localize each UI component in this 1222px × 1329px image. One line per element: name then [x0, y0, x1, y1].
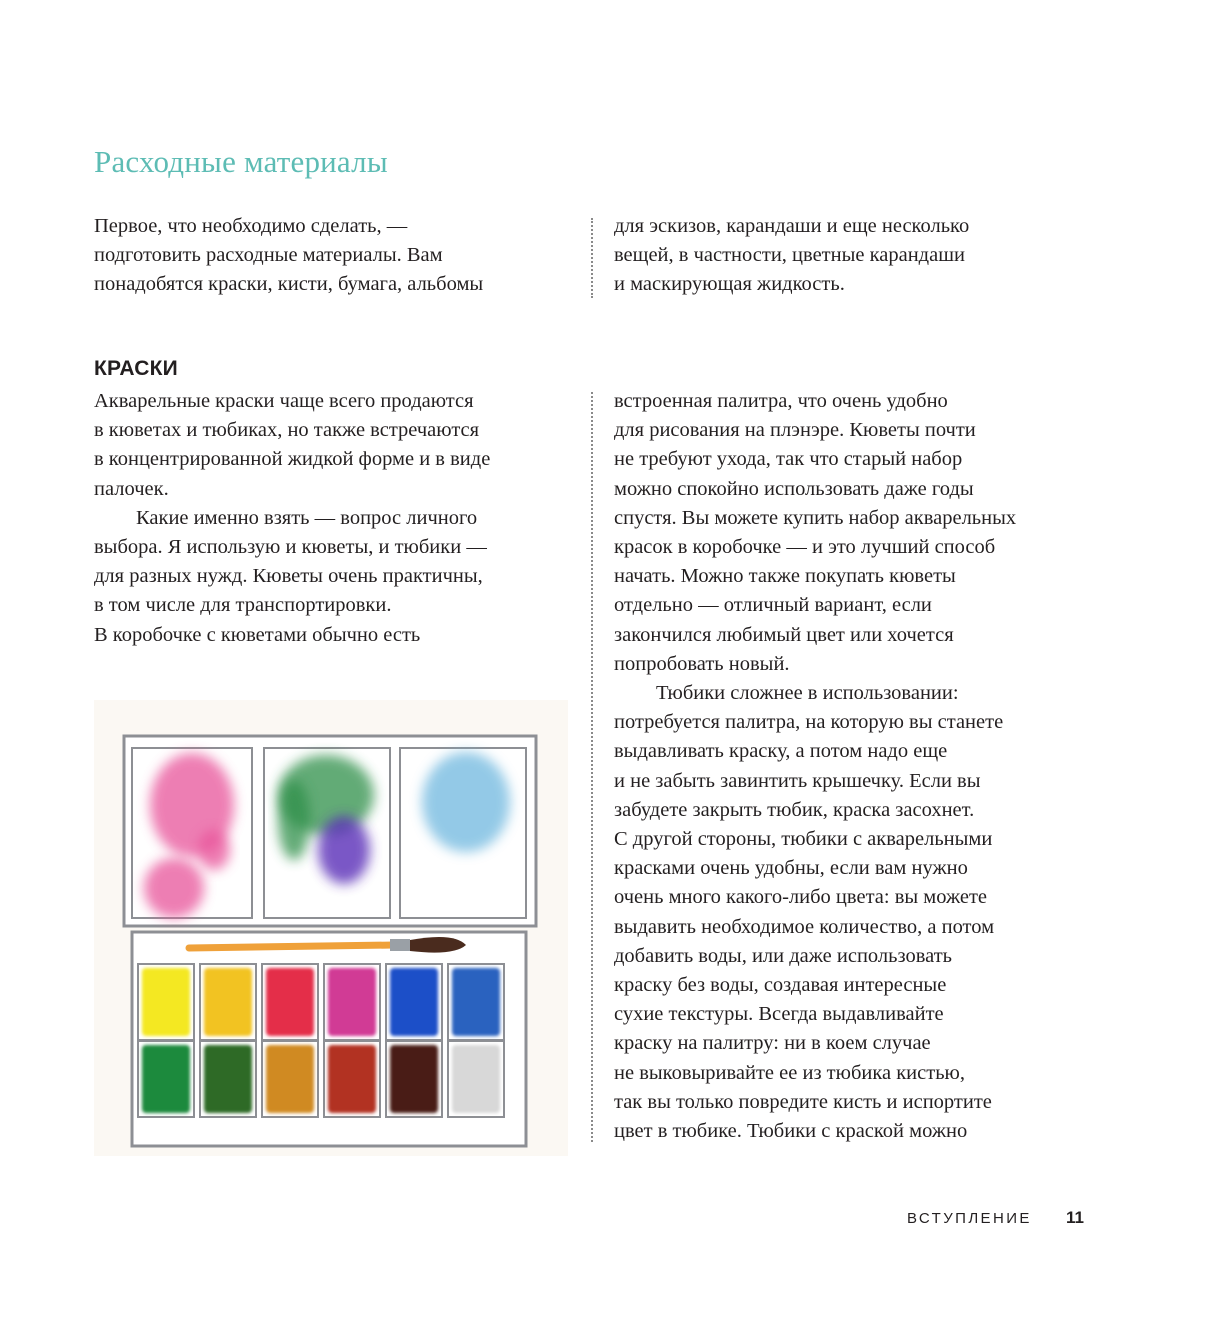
text-line: понадобятся краски, кисти, бумага, альбомы — [94, 273, 484, 296]
brush-handle — [189, 945, 394, 948]
section-heading: КРАСКИ — [94, 357, 178, 380]
text-line: красок в коробочке — и это лучший способ — [614, 536, 996, 559]
text-line: в концентрированной жидкой форме и в виде — [94, 448, 491, 471]
text-line: добавить воды, или даже использовать — [614, 944, 952, 967]
text-line: отдельно — отличный вариант, если — [614, 594, 932, 617]
text-line: Первое, что необходимо сделать, — — [94, 215, 408, 237]
text-line: и не забыть завинтить крышечку. Если вы — [614, 769, 981, 792]
text-line: не требуют ухода, так что старый набор — [614, 448, 963, 471]
text-line: С другой стороны, тюбики с акварельными — [614, 828, 993, 851]
text-line: встроенная палитра, что очень удобно — [614, 390, 948, 412]
text-line: начать. Можно также покупать кюветы — [614, 565, 956, 588]
section-right-column — [614, 387, 1016, 1146]
intro-left-column — [94, 212, 483, 300]
text-line: сухие текстуры. Всегда выдавливайте — [614, 1003, 944, 1026]
paint-pan — [204, 968, 252, 1036]
footer-chapter-label: ВСТУПЛЕНИЕ — [907, 1210, 1032, 1227]
text-line: так вы только повредите кисть и испортите — [614, 1090, 992, 1113]
column-divider — [591, 218, 593, 298]
text-line: вещей, в частности, цветные карандаши — [614, 244, 965, 267]
paint-pan — [142, 968, 190, 1036]
column-divider — [591, 392, 593, 1142]
paint-wash-1 — [144, 858, 204, 918]
text-line: цвет в тюбике. Тюбики с краской можно — [614, 1120, 968, 1143]
text-line: потребуется палитра, на которую вы станете — [614, 711, 1004, 734]
text-line: для эскизов, карандаши и еще несколько — [614, 215, 970, 237]
page-number: 11 — [1066, 1208, 1084, 1227]
text-line: закончился любимый цвет или хочется — [614, 623, 954, 646]
paint-pan — [328, 968, 376, 1036]
paint-wash-3 — [422, 752, 510, 852]
text-line: для рисования на плэнэре. Кюветы почти — [614, 419, 976, 442]
page-title: Расходные материалы — [94, 144, 388, 179]
text-line: подготовить расходные материалы. Вам — [94, 244, 443, 267]
intro-right-column — [614, 212, 969, 300]
text-line: Акварельные краски чаще всего продаются — [94, 390, 474, 412]
text-line: в кюветах и тюбиках, но также встречаются — [94, 419, 480, 442]
text-line: забудете закрыть тюбик, краска засохнет. — [614, 798, 975, 821]
text-line: выдавить необходимое количество, а потом — [614, 915, 995, 938]
text-line: Тюбики сложнее в использовании: — [656, 682, 959, 705]
paint-pan — [390, 1045, 438, 1113]
paint-pan — [328, 1045, 376, 1113]
paint-pan — [266, 1045, 314, 1113]
text-line: очень много какого-либо цвета: вы можете — [614, 886, 988, 909]
paint-pan — [204, 1045, 252, 1113]
text-line: красками очень удобны, если вам нужно — [614, 857, 968, 880]
text-line: Какие именно взять — вопрос личного — [136, 506, 478, 529]
paint-box-illustration — [94, 700, 568, 1156]
text-line: палочек. — [94, 477, 169, 500]
paint-wash-violet — [318, 816, 370, 884]
text-line: краску без воды, создавая интересные — [614, 974, 947, 997]
brush-ferrule — [390, 939, 410, 951]
text-line: можно спокойно использовать даже годы — [614, 477, 974, 500]
paint-pan — [390, 968, 438, 1036]
paint-wash-1 — [198, 830, 230, 870]
paint-box-drawing — [94, 700, 568, 1156]
section-left-column — [94, 387, 490, 650]
text-line: попробовать новый. — [614, 652, 790, 675]
text-line: в том числе для транспортировки. — [94, 594, 392, 617]
text-line: краску на палитру: ни в коем случае — [614, 1032, 931, 1055]
text-line: выдавливать краску, а потом надо еще — [614, 740, 948, 763]
paint-pan — [142, 1045, 190, 1113]
paint-wash-2 — [278, 780, 310, 860]
paint-pan — [452, 968, 500, 1036]
text-line: для разных нужд. Кюветы очень практичны, — [94, 565, 483, 588]
text-line: спустя. Вы можете купить набор акварельных — [614, 506, 1017, 529]
text-line: и маскирующая жидкость. — [614, 273, 845, 296]
paint-pan — [452, 1045, 500, 1113]
text-line: не выковыривайте ее из тюбика кистью, — [614, 1061, 965, 1084]
text-line: выбора. Я использую и кюветы, и тюбики — — [94, 536, 487, 559]
paint-pan — [266, 968, 314, 1036]
text-line: В коробочке с кюветами обычно есть — [94, 623, 421, 646]
